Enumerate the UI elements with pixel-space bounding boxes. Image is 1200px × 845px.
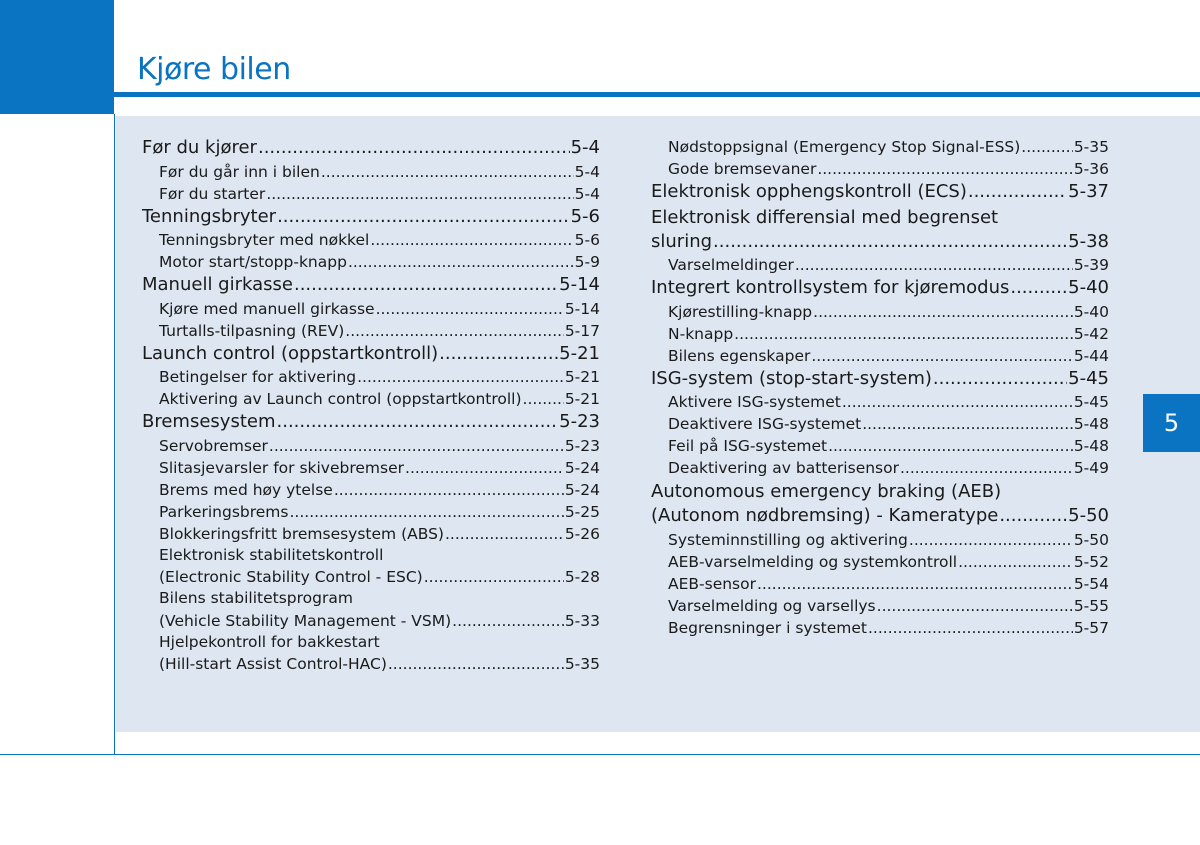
dot-leader	[266, 183, 573, 205]
dot-leader	[388, 653, 564, 675]
toc-entry-page: 5-52	[1073, 552, 1109, 571]
toc-subsection-entry[interactable]	[142, 388, 600, 410]
toc-entry-label: Deaktivering av batterisensor	[668, 459, 899, 477]
toc-subsection-entry[interactable]	[142, 183, 600, 205]
toc-entry-page: 5-14	[559, 274, 600, 295]
toc-entry-label: Systeminnstilling og aktivering	[668, 530, 908, 549]
toc-section-entry[interactable]	[651, 367, 1109, 392]
dot-leader	[294, 273, 558, 298]
toc-subsection-entry[interactable]	[651, 254, 1109, 276]
toc-column-right	[651, 136, 1109, 639]
toc-section-entry[interactable]	[142, 410, 600, 435]
dot-leader	[900, 457, 1073, 479]
toc-entry-label: AEB-sensor	[668, 574, 756, 593]
toc-entry-page: 5-23	[559, 411, 600, 432]
dot-leader	[828, 435, 1073, 457]
toc-entry-label: sluring	[651, 230, 713, 252]
toc-entry-label: Blokkeringsfritt bremsesystem (ABS)	[159, 524, 444, 543]
dot-leader	[277, 410, 559, 435]
toc-section-entry[interactable]	[651, 276, 1109, 301]
toc-entry-page: 5-40	[1068, 277, 1109, 298]
toc-entry-label: Turtalls-tilpasning (REV)	[159, 321, 345, 340]
toc-entry-page: 5-21	[559, 342, 600, 364]
toc-subsection-entry[interactable]	[651, 345, 1109, 367]
toc-entry-label: Begrensninger i systemet	[668, 618, 867, 637]
dot-leader	[321, 161, 574, 183]
toc-subsection-entry[interactable]	[142, 566, 600, 588]
dot-leader	[345, 320, 564, 342]
dot-leader	[289, 501, 563, 523]
toc-entry-page: 5-9	[574, 253, 600, 271]
dot-leader	[523, 388, 564, 410]
toc-entry-label: N-knapp	[668, 324, 734, 343]
toc-entry-page: 5-24	[564, 480, 600, 499]
toc-subsection-entry[interactable]	[651, 301, 1109, 323]
toc-entry-label: Deaktivere ISG-systemet	[668, 415, 862, 433]
dot-leader	[868, 617, 1073, 639]
toc-entry-label: Aktivering av Launch control (oppstartkontroll)	[159, 390, 522, 408]
dot-leader	[258, 136, 570, 161]
toc-subsection-entry[interactable]	[142, 161, 600, 183]
dot-leader	[909, 529, 1073, 551]
dot-leader	[348, 251, 574, 273]
toc-subsection-entry[interactable]	[142, 501, 600, 523]
dot-leader	[370, 229, 573, 251]
toc-entry-label: Bilens stabilitetsprogram	[159, 589, 353, 607]
toc-subsection-entry[interactable]	[651, 617, 1109, 639]
toc-entry-label: Før du kjører	[142, 137, 257, 158]
toc-entry-page: 5-38	[1068, 230, 1109, 252]
toc-section-entry[interactable]	[651, 504, 1109, 529]
toc-subsection-entry[interactable]	[142, 320, 600, 342]
toc-subsection-entry[interactable]	[651, 573, 1109, 595]
toc-entry-label: Betingelser for aktivering	[159, 368, 357, 386]
toc-entry-page: 5-40	[1073, 302, 1109, 321]
toc-entry-page: 5-24	[564, 458, 600, 477]
dot-leader	[713, 230, 1067, 255]
dot-leader	[1021, 136, 1073, 158]
toc-entry-page: 5-50	[1073, 530, 1109, 549]
toc-subsection-entry[interactable]	[142, 479, 600, 501]
toc-entry-label: Aktivere ISG-systemet	[668, 393, 841, 411]
toc-section-entry[interactable]	[142, 273, 600, 298]
toc-entry-label: Integrert kontrollsystem for kjøremodus	[651, 277, 1010, 298]
toc-entry-label: Brems med høy ytelse	[159, 480, 333, 499]
toc-entry-page: 5-21	[564, 368, 600, 386]
toc-subsection-entry[interactable]	[142, 610, 600, 632]
toc-subsection-entry[interactable]	[142, 435, 600, 457]
corner-accent-block	[0, 0, 114, 114]
toc-entry-page: 5-39	[1073, 256, 1109, 274]
dot-leader	[424, 566, 564, 588]
dot-leader	[933, 367, 1067, 392]
toc-entry-label: Bilens egenskaper	[668, 346, 811, 365]
toc-entry-label: Manuell girkasse	[142, 274, 293, 295]
toc-entry-label: AEB-varselmelding og systemkontroll	[668, 552, 958, 571]
page-title: Kjøre bilen	[137, 52, 291, 87]
toc-entry-page: 5-50	[1068, 505, 1109, 526]
toc-subsection-entry	[142, 632, 600, 654]
toc-section-entry[interactable]	[142, 136, 600, 161]
header-rule	[114, 92, 1200, 97]
toc-entry-page: 5-44	[1073, 346, 1109, 365]
dot-leader	[862, 413, 1073, 435]
toc-entry-label: Gode bremsevaner	[668, 160, 817, 178]
toc-entry-label: Før du starter	[159, 184, 266, 203]
toc-entry-page: 5-49	[1073, 459, 1109, 477]
toc-entry-page: 5-25	[564, 502, 600, 521]
toc-section-entry	[651, 205, 1109, 230]
dot-leader	[734, 323, 1073, 345]
toc-entry-page: 5-57	[1073, 618, 1109, 637]
toc-entry-page: 5-26	[564, 524, 600, 543]
toc-subsection-entry[interactable]	[142, 523, 600, 545]
dot-leader	[817, 158, 1072, 180]
toc-entry-label: Servobremser	[159, 436, 268, 455]
toc-entry-page: 5-14	[564, 299, 600, 318]
dot-leader	[405, 457, 564, 479]
footer-rule	[0, 754, 1200, 755]
toc-section-entry	[651, 479, 1109, 504]
toc-entry-label: Autonomous emergency braking (AEB)	[651, 481, 1002, 502]
toc-entry-page: 5-36	[1073, 160, 1109, 178]
toc-entry-label: (Vehicle Stability Management - VSM)	[159, 611, 452, 630]
toc-entry-label: Før du går inn i bilen	[159, 162, 320, 181]
dot-leader	[958, 551, 1073, 573]
dot-leader	[376, 298, 564, 320]
toc-section-entry[interactable]	[142, 342, 600, 367]
dot-leader	[445, 523, 564, 545]
toc-entry-page: 5-35	[1073, 138, 1109, 156]
toc-subsection-entry	[142, 545, 600, 567]
toc-subsection-entry[interactable]	[142, 251, 600, 273]
toc-subsection-entry[interactable]	[142, 457, 600, 479]
dot-leader	[999, 504, 1067, 529]
toc-subsection-entry[interactable]	[651, 457, 1109, 479]
dot-leader	[811, 345, 1072, 367]
toc-entry-label: (Electronic Stability Control - ESC)	[159, 568, 423, 586]
toc-entry-label: Tenningsbryter med nøkkel	[159, 231, 370, 249]
toc-entry-page: 5-6	[570, 205, 600, 227]
toc-section-entry[interactable]	[142, 205, 600, 230]
toc-entry-page: 5-37	[1068, 181, 1109, 202]
toc-subsection-entry[interactable]	[651, 391, 1109, 413]
dot-leader	[357, 366, 564, 388]
dot-leader	[439, 342, 558, 367]
dot-leader	[795, 254, 1073, 276]
dot-leader	[452, 610, 564, 632]
margin-rule	[114, 114, 115, 754]
toc-entry-page: 5-6	[574, 231, 600, 249]
dot-leader	[842, 391, 1073, 413]
dot-leader	[277, 205, 570, 230]
dot-leader	[1010, 276, 1067, 301]
toc-entry-page: 5-21	[564, 390, 600, 408]
toc-entry-label: Motor start/stopp-knapp	[159, 253, 347, 271]
toc-entry-label: Feil på ISG-systemet	[668, 437, 828, 455]
dot-leader	[813, 301, 1073, 323]
toc-subsection-entry	[142, 588, 600, 610]
toc-section-entry[interactable]	[651, 180, 1109, 205]
toc-entry-label: Kjøre med manuell girkasse	[159, 299, 375, 318]
toc-entry-page: 5-55	[1073, 596, 1109, 615]
toc-subsection-entry[interactable]	[651, 551, 1109, 573]
toc-entry-page: 5-35	[564, 655, 600, 673]
toc-subsection-entry[interactable]	[651, 136, 1109, 158]
toc-entry-label: Varselmeldinger	[668, 256, 794, 274]
toc-entry-label: Parkeringsbrems	[159, 502, 289, 521]
toc-entry-label: Slitasjevarsler for skivebremser	[159, 458, 405, 477]
toc-entry-page: 5-33	[564, 611, 600, 630]
toc-entry-label: Nødstoppsignal (Emergency Stop Signal-ESS)	[668, 138, 1021, 156]
toc-column-left	[142, 136, 600, 675]
toc-subsection-entry[interactable]	[651, 595, 1109, 617]
dot-leader	[968, 180, 1067, 205]
toc-entry-label: ISG-system (stop-start-system)	[651, 367, 932, 389]
toc-entry-page: 5-54	[1073, 574, 1109, 593]
toc-section-entry[interactable]	[651, 230, 1109, 255]
toc-entry-label: (Autonom nødbremsing) - Kameratype	[651, 505, 999, 526]
toc-entry-label: Tenningsbryter	[142, 205, 277, 227]
dot-leader	[269, 435, 564, 457]
toc-subsection-entry[interactable]	[651, 158, 1109, 180]
dot-leader	[877, 595, 1073, 617]
toc-entry-page: 5-4	[570, 137, 600, 158]
toc-entry-page: 5-23	[564, 436, 600, 455]
toc-subsection-entry[interactable]	[142, 653, 600, 675]
toc-entry-label: Bremsesystem	[142, 411, 276, 432]
toc-entry-page: 5-42	[1073, 324, 1109, 343]
toc-subsection-entry[interactable]	[142, 298, 600, 320]
toc-entry-page: 5-4	[574, 184, 600, 203]
toc-entry-page: 5-28	[564, 568, 600, 586]
toc-entry-label: Hjelpekontroll for bakkestart	[159, 632, 380, 651]
toc-subsection-entry[interactable]	[142, 229, 600, 251]
dot-leader	[334, 479, 564, 501]
toc-entry-label: Elektronisk opphengskontroll (ECS)	[651, 181, 967, 202]
toc-subsection-entry[interactable]	[651, 323, 1109, 345]
toc-entry-label: (Hill-start Assist Control-HAC)	[159, 655, 387, 673]
toc-entry-page: 5-17	[564, 321, 600, 340]
toc-entry-page: 5-45	[1068, 367, 1109, 389]
toc-entry-label: Elektronisk stabilitetskontroll	[159, 545, 384, 564]
toc-subsection-entry[interactable]	[142, 366, 600, 388]
toc-entry-label: Kjørestilling-knapp	[668, 302, 813, 321]
toc-entry-label: Launch control (oppstartkontroll)	[142, 342, 439, 364]
toc-subsection-entry[interactable]	[651, 529, 1109, 551]
toc-entry-page: 5-48	[1073, 415, 1109, 433]
toc-entry-page: 5-4	[574, 162, 600, 181]
toc-subsection-entry[interactable]	[651, 435, 1109, 457]
toc-entry-label: Elektronisk differensial med begrenset	[651, 206, 999, 228]
toc-entry-page: 5-48	[1073, 437, 1109, 455]
chapter-tab[interactable]: 5	[1143, 394, 1200, 452]
toc-subsection-entry[interactable]	[651, 413, 1109, 435]
dot-leader	[757, 573, 1073, 595]
toc-entry-page: 5-45	[1073, 393, 1109, 411]
toc-entry-label: Varselmelding og varsellys	[668, 596, 876, 615]
